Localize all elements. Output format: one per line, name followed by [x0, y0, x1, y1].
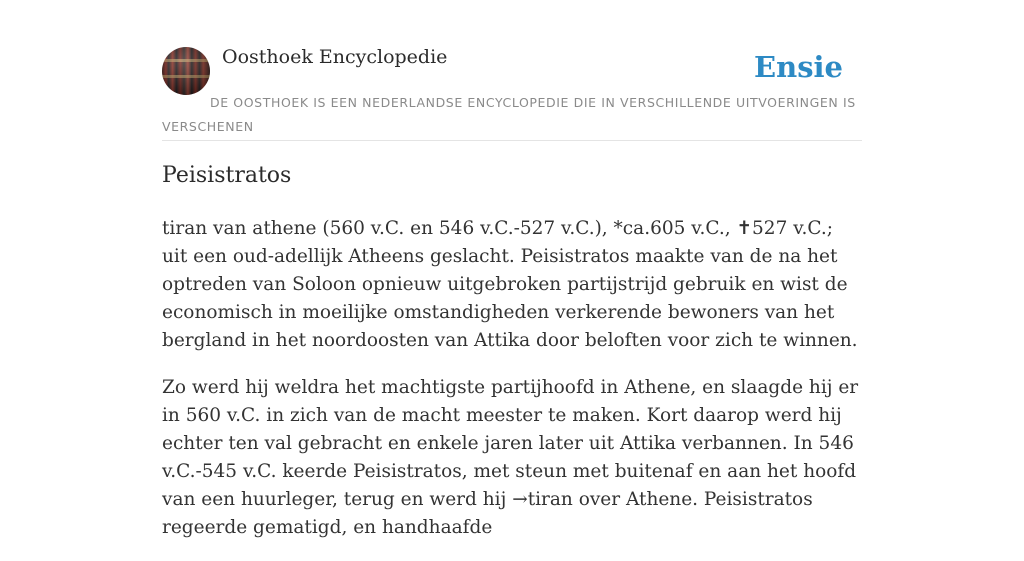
site-title[interactable]: Oosthoek Encyclopedie [222, 46, 448, 68]
avatar[interactable] [162, 47, 210, 95]
brand-logo[interactable]: Ensie [754, 50, 843, 84]
article-title: Peisistratos [162, 163, 292, 188]
article-paragraph: Zo werd hij weldra het machtigste partijhoofd in Athene, en slaagde hij er in 560 v.C. in zich van de macht meester te maken. Kort daarop werd hij echter ten val gebracht en enkele jaren later uit Attika verbannen. In 546 v.C.-545 v.C. keerde Peisistratos, met steun met buitenaf en aan het hoofd van een huurleger, terug en werd hij →tiran over Athene. Peisistratos regeerde gematigd, en handhaafde [162, 377, 859, 538]
article-body [162, 215, 862, 561]
avatar-shade [162, 47, 210, 95]
site-tagline: DE OOSTHOEK IS EEN NEDERLANDSE ENCYCLOPEDIE DIE IN VERSCHILLENDE UITVOERINGEN IS VERSCHENEN [162, 95, 856, 134]
site-header [162, 46, 862, 141]
article-paragraph: tiran van athene (560 v.C. en 546 v.C.-527 v.C.), *ca.605 v.C., ✝527 v.C.; uit een oud-adellijk Atheens geslacht. Peisistratos maakte van de na het optreden van Soloon opnieuw uitgebroken partijstrijd gebruik en wist de economisch in moeilijke omstandigheden verkerende bewoners van het bergland in het noordoosten van Attika door beloften voor zich te winnen. [162, 218, 858, 351]
